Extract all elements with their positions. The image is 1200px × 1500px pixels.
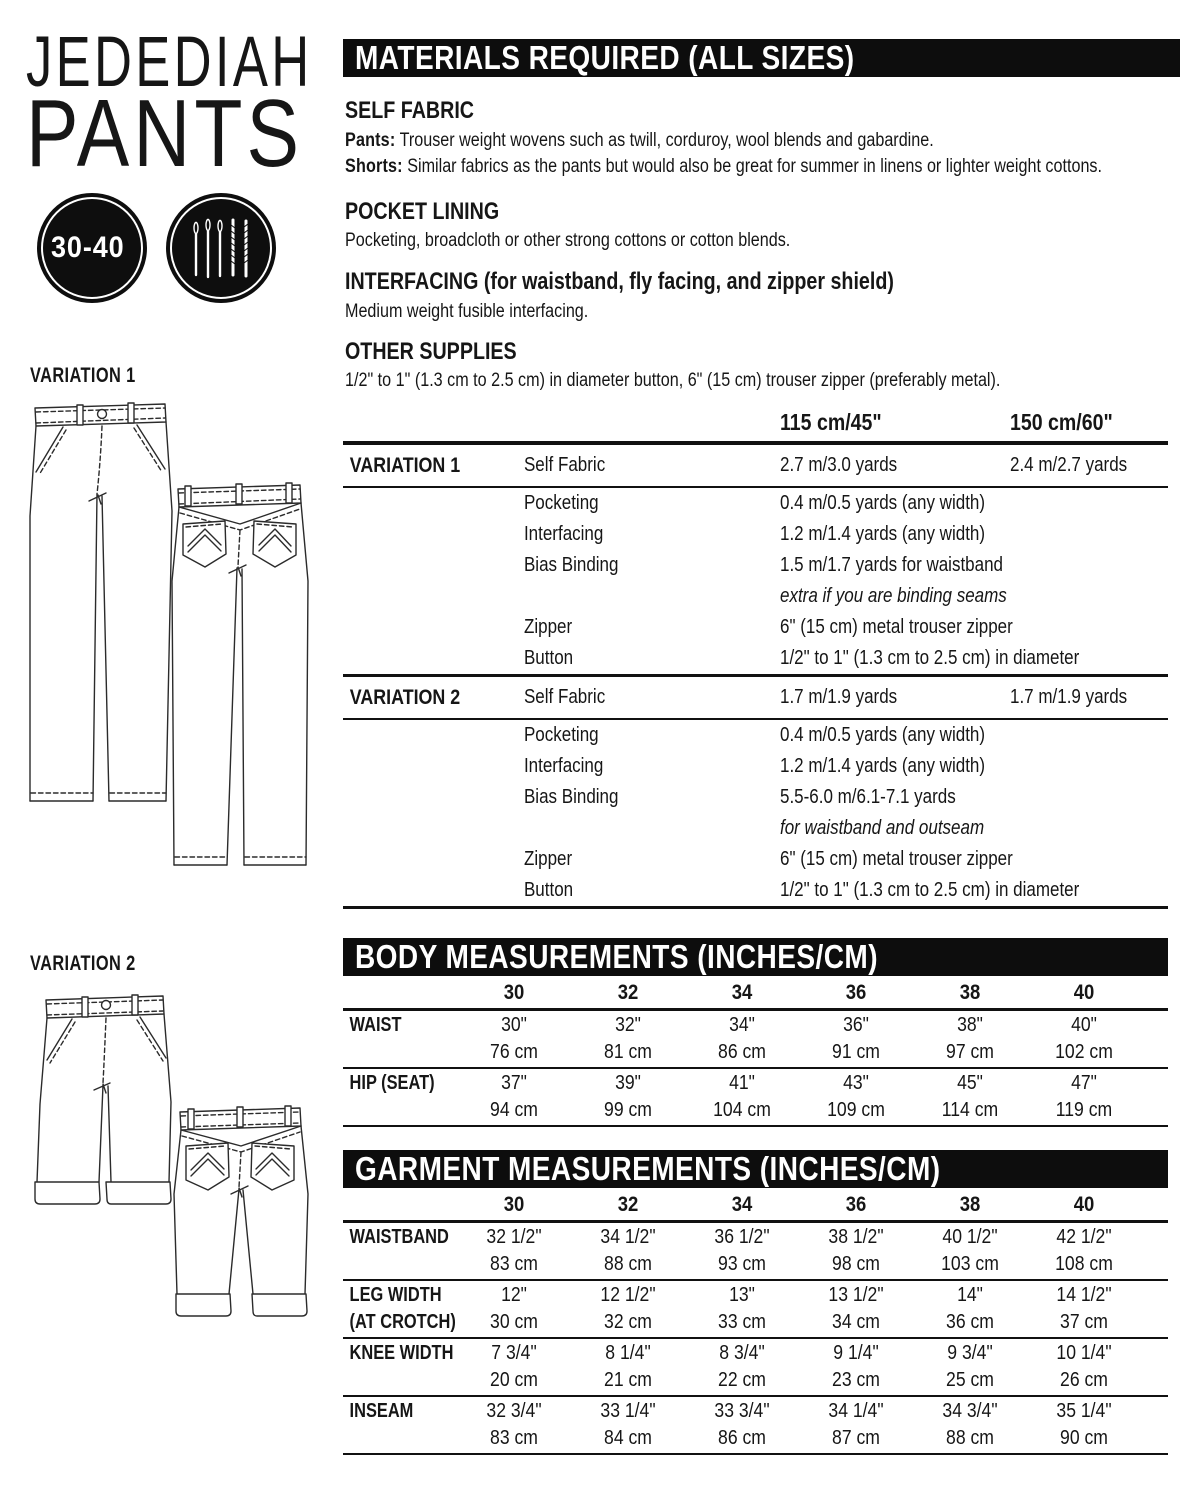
cm-row (343, 1039, 1168, 1066)
pants-front-view (30, 403, 172, 801)
size-header: 30 (503, 1193, 525, 1216)
cm-value: 119 cm (1055, 1099, 1113, 1121)
cm-value: 86 cm (718, 1427, 766, 1449)
inches-value: 34 1/4" (828, 1400, 884, 1422)
cm-value: 88 cm (946, 1427, 994, 1449)
size-header: 36 (845, 1193, 867, 1216)
material-item: Bias Binding (523, 554, 619, 576)
cm-value: 81 cm (604, 1041, 652, 1063)
inches-value: 10 1/4" (1056, 1342, 1112, 1364)
yardage-value: 0.4 m/0.5 yards (any width) (780, 492, 986, 514)
cm-value: 102 cm (1055, 1041, 1113, 1063)
yardage-value: 0.4 m/0.5 yards (any width) (780, 724, 986, 746)
shorts-label: Shorts: (345, 156, 403, 177)
cm-value: 21 cm (604, 1369, 652, 1391)
measurement-row-group (343, 1011, 1168, 1069)
inches-value: 33 3/4" (714, 1400, 770, 1422)
size-header: 40 (1073, 981, 1095, 1004)
cm-value: 90 cm (1060, 1427, 1108, 1449)
yardage-value: 6" (15 cm) metal trouser zipper (780, 848, 1013, 870)
yardage-table (343, 398, 1168, 909)
inches-value: 40 1/2" (942, 1226, 998, 1248)
spacer (1010, 782, 1144, 813)
cm-row (343, 1097, 1168, 1124)
material-item: Button (523, 879, 574, 901)
yardage-item-row (343, 844, 1168, 875)
needles-icon (186, 211, 256, 285)
cm-value: 114 cm (941, 1099, 999, 1121)
inches-row (343, 1224, 1168, 1251)
garment-measurements-header: GARMENT MEASUREMENTS (INCHES/CM) (343, 1150, 1168, 1188)
material-item: Bias Binding (523, 786, 619, 808)
variation-1-label: VARIATION 1 (30, 364, 136, 387)
spacer (1010, 488, 1144, 519)
inches-value: 41" (729, 1072, 755, 1094)
interfacing-heading: INTERFACING (for waistband, fly facing, and zipper shield) (345, 268, 894, 295)
yardage-header-row (343, 398, 1168, 445)
spacer (343, 519, 492, 550)
size-header-row (343, 1188, 1168, 1223)
yardage-value: 5.5-6.0 m/6.1-7.1 yards (780, 786, 956, 808)
inches-value: 38" (957, 1014, 983, 1036)
spacer (518, 581, 741, 612)
spacer (343, 875, 492, 906)
fabric-width-header-60: 150 cm/60" (1010, 409, 1113, 435)
inches-value: 30" (501, 1014, 527, 1036)
inches-value: 36" (843, 1014, 869, 1036)
measurement-row-group (343, 1339, 1168, 1397)
cm-value: 83 cm (490, 1427, 538, 1449)
size-range-text: 30-40 (51, 231, 125, 264)
spacer (343, 720, 492, 751)
yardage-item-row (343, 720, 1168, 751)
material-item: Zipper (523, 848, 573, 870)
inches-value: 14 1/2" (1056, 1284, 1112, 1306)
cm-row (343, 1367, 1168, 1394)
spacer (343, 488, 492, 519)
body-measurements-table (343, 938, 1168, 1127)
size-header: 34 (731, 1193, 753, 1216)
variation-table-label: VARIATION 2 (349, 686, 461, 709)
cm-value: 93 cm (718, 1253, 766, 1275)
inches-value: 34 1/2" (600, 1226, 656, 1248)
material-item: Pocketing (523, 724, 599, 746)
size-header-row (343, 976, 1168, 1011)
cm-value: 83 cm (490, 1253, 538, 1275)
inches-value: 42 1/2" (1056, 1226, 1112, 1248)
inches-value: 33 1/4" (600, 1400, 656, 1422)
yardage-value: 1.2 m/1.4 yards (any width) (780, 523, 986, 545)
yardage-item-row (343, 643, 1168, 674)
cm-value: 76 cm (490, 1041, 538, 1063)
inches-value: 39" (615, 1072, 641, 1094)
yardage-item-row (343, 875, 1168, 906)
row-label: INSEAM (349, 1400, 414, 1422)
cm-value: 104 cm (713, 1099, 771, 1121)
yardage-note-row (343, 813, 1168, 844)
yardage-value: 6" (15 cm) metal trouser zipper (780, 616, 1013, 638)
cm-value: 108 cm (1055, 1253, 1113, 1275)
spacer (343, 643, 492, 674)
row-label: HIP (SEAT) (349, 1072, 435, 1094)
yardage-item-row (343, 751, 1168, 782)
yardage-item-row (343, 550, 1168, 581)
spacer (343, 612, 492, 643)
pocket-lining-heading: POCKET LINING (345, 198, 500, 225)
variation-1-drawing (25, 396, 325, 931)
inches-value: 32 1/2" (486, 1226, 542, 1248)
spacer (343, 782, 492, 813)
yardage-group (343, 677, 1168, 909)
body-measurements-header: BODY MEASUREMENTS (INCHES/CM) (343, 938, 1168, 976)
yardage-note: for waistband and outseam (780, 817, 985, 839)
material-item: Zipper (523, 616, 573, 638)
size-header: 38 (959, 981, 981, 1004)
self-fabric-shorts-line (345, 154, 1200, 179)
spacer (343, 813, 492, 844)
inches-value: 37" (501, 1072, 527, 1094)
cm-value: 33 cm (718, 1311, 766, 1333)
spacer (343, 550, 492, 581)
inches-value: 34 3/4" (942, 1400, 998, 1422)
cm-value: 34 cm (832, 1311, 880, 1333)
material-item: Interfacing (523, 523, 604, 545)
cm-value: 20 cm (490, 1369, 538, 1391)
spacer (1010, 844, 1144, 875)
cm-value: 22 cm (718, 1369, 766, 1391)
cm-value: 37 cm (1060, 1311, 1108, 1333)
material-item: Button (523, 647, 574, 669)
inches-value: 45" (957, 1072, 983, 1094)
size-header: 32 (617, 1193, 639, 1216)
yardage-item-row (343, 612, 1168, 643)
measurement-row-group (343, 1069, 1168, 1127)
cm-value: 25 cm (946, 1369, 994, 1391)
row-label: WAISTBAND (349, 1226, 449, 1248)
inches-value: 8 3/4" (719, 1342, 765, 1364)
interfacing-text: Medium weight fusible interfacing. (345, 301, 589, 322)
cm-value: 94 cm (490, 1099, 538, 1121)
row-label-line2 (343, 1097, 436, 1124)
cm-value: 91 cm (832, 1041, 880, 1063)
inches-value: 8 1/4" (605, 1342, 651, 1364)
measurement-row-group (343, 1397, 1168, 1455)
measurement-row-group (343, 1223, 1168, 1281)
self-fabric-heading: SELF FABRIC (345, 97, 475, 124)
size-header: 36 (845, 981, 867, 1004)
spacer (1010, 643, 1144, 674)
cm-value: 98 cm (832, 1253, 880, 1275)
yardage-value-60: 1.7 m/1.9 yards (1010, 686, 1128, 708)
cm-value: 30 cm (490, 1311, 538, 1333)
cm-value: 99 cm (604, 1099, 652, 1121)
yardage-value: 1.2 m/1.4 yards (any width) (780, 755, 986, 777)
other-supplies-heading: OTHER SUPPLIES (345, 338, 517, 365)
spacer (1010, 813, 1144, 844)
cm-value: 97 cm (946, 1041, 994, 1063)
cm-value: 84 cm (604, 1427, 652, 1449)
material-item: Self Fabric (523, 454, 606, 476)
material-item: Pocketing (523, 492, 599, 514)
row-label-line2: (AT CROTCH) (349, 1311, 456, 1333)
cm-row (343, 1309, 1168, 1336)
yardage-item-row (343, 782, 1168, 813)
other-supplies-text: 1/2" to 1" (1.3 cm to 2.5 cm) in diameter button, 6" (15 cm) trouser zipper (preferably metal). (345, 370, 1001, 391)
inches-value: 38 1/2" (828, 1226, 884, 1248)
size-header: 38 (959, 1193, 981, 1216)
cm-value: 103 cm (941, 1253, 999, 1275)
cm-value: 87 cm (832, 1427, 880, 1449)
pants-back-view (172, 483, 308, 865)
yardage-value-45: 1.7 m/1.9 yards (780, 686, 898, 708)
inches-value: 13 1/2" (828, 1284, 884, 1306)
row-label: KNEE WIDTH (349, 1342, 454, 1364)
inches-value: 32 3/4" (486, 1400, 542, 1422)
variation-table-label: VARIATION 1 (349, 454, 461, 477)
inches-value: 14" (957, 1284, 983, 1306)
variation-2-drawing (20, 984, 330, 1339)
brand-title-line2: PANTS (26, 80, 304, 187)
inches-value: 40" (1071, 1014, 1097, 1036)
size-header: 40 (1073, 1193, 1095, 1216)
spacer (1010, 751, 1144, 782)
spacer (1010, 612, 1144, 643)
spacer (1010, 875, 1144, 906)
pants-label: Pants: (345, 130, 396, 151)
material-item: Interfacing (523, 755, 604, 777)
inches-row (343, 1012, 1168, 1039)
size-header: 32 (617, 981, 639, 1004)
inches-value: 12" (501, 1284, 527, 1306)
inches-row (343, 1340, 1168, 1367)
size-range-badge (37, 193, 147, 303)
garment-measurements-table (343, 1150, 1168, 1455)
spacer (343, 844, 492, 875)
inches-value: 9 3/4" (947, 1342, 993, 1364)
spacer (1010, 519, 1144, 550)
cm-value: 88 cm (604, 1253, 652, 1275)
size-header: 30 (503, 981, 525, 1004)
yardage-note: extra if you are binding seams (780, 585, 1007, 607)
yardage-value: 1.5 m/1.7 yards for waistband (780, 554, 1004, 576)
row-label: LEG WIDTH (349, 1284, 442, 1306)
inches-value: 7 3/4" (491, 1342, 537, 1364)
inches-value: 32" (615, 1014, 641, 1036)
cm-value: 109 cm (827, 1099, 885, 1121)
yardage-value: 1/2" to 1" (1.3 cm to 2.5 cm) in diameter (780, 647, 1080, 669)
yardage-item-row (343, 488, 1168, 519)
row-label-line2 (343, 1367, 436, 1394)
cm-row (343, 1251, 1168, 1278)
variation-2-label: VARIATION 2 (30, 952, 136, 975)
cm-value: 86 cm (718, 1041, 766, 1063)
inches-row (343, 1282, 1168, 1309)
material-item: Self Fabric (523, 686, 606, 708)
yardage-main-row (343, 445, 1168, 488)
cm-value: 36 cm (946, 1311, 994, 1333)
inches-value: 36 1/2" (714, 1226, 770, 1248)
spacer (1010, 550, 1144, 581)
row-label: WAIST (349, 1014, 402, 1036)
inches-value: 43" (843, 1072, 869, 1094)
yardage-value-45: 2.7 m/3.0 yards (780, 454, 898, 476)
spacer (1010, 581, 1144, 612)
spacer (518, 813, 741, 844)
spacer (343, 581, 492, 612)
cm-row (343, 1425, 1168, 1452)
row-label-line2 (343, 1425, 436, 1452)
inches-value: 13" (729, 1284, 755, 1306)
row-label-line2 (343, 1039, 436, 1066)
pocket-lining-text: Pocketing, broadcloth or other strong cottons or cotton blends. (345, 230, 791, 251)
fabric-width-header-45: 115 cm/45" (780, 409, 882, 435)
shorts-back-view (174, 1106, 308, 1316)
inches-row (343, 1398, 1168, 1425)
inches-value: 35 1/4" (1056, 1400, 1112, 1422)
inches-value: 47" (1071, 1072, 1097, 1094)
yardage-value-60: 2.4 m/2.7 yards (1010, 454, 1128, 476)
spacer (343, 751, 492, 782)
needles-badge (166, 193, 276, 303)
shorts-front-view (35, 995, 171, 1204)
size-header: 34 (731, 981, 753, 1004)
yardage-value: 1/2" to 1" (1.3 cm to 2.5 cm) in diameter (780, 879, 1080, 901)
pants-text: Trouser weight wovens such as twill, corduroy, wool blends and gabardine. (399, 130, 934, 151)
inches-value: 12 1/2" (600, 1284, 656, 1306)
yardage-item-row (343, 519, 1168, 550)
brand-title-line1: JEDEDIAH (26, 23, 313, 102)
inches-value: 9 1/4" (833, 1342, 879, 1364)
shorts-text: Similar fabrics as the pants but would also be great for summer in linens or lighter weight cottons. (407, 156, 1102, 177)
inches-row (343, 1070, 1168, 1097)
row-label-line2 (343, 1251, 436, 1278)
cm-value: 26 cm (1060, 1369, 1108, 1391)
yardage-note-row (343, 581, 1168, 612)
spacer (1010, 720, 1144, 751)
cm-value: 32 cm (604, 1311, 652, 1333)
materials-section-header: MATERIALS REQUIRED (ALL SIZES) (343, 39, 1180, 77)
inches-value: 34" (729, 1014, 755, 1036)
cm-value: 23 cm (832, 1369, 880, 1391)
self-fabric-pants-line (345, 128, 1038, 153)
measurement-row-group (343, 1281, 1168, 1339)
yardage-group (343, 445, 1168, 677)
yardage-main-row (343, 677, 1168, 720)
